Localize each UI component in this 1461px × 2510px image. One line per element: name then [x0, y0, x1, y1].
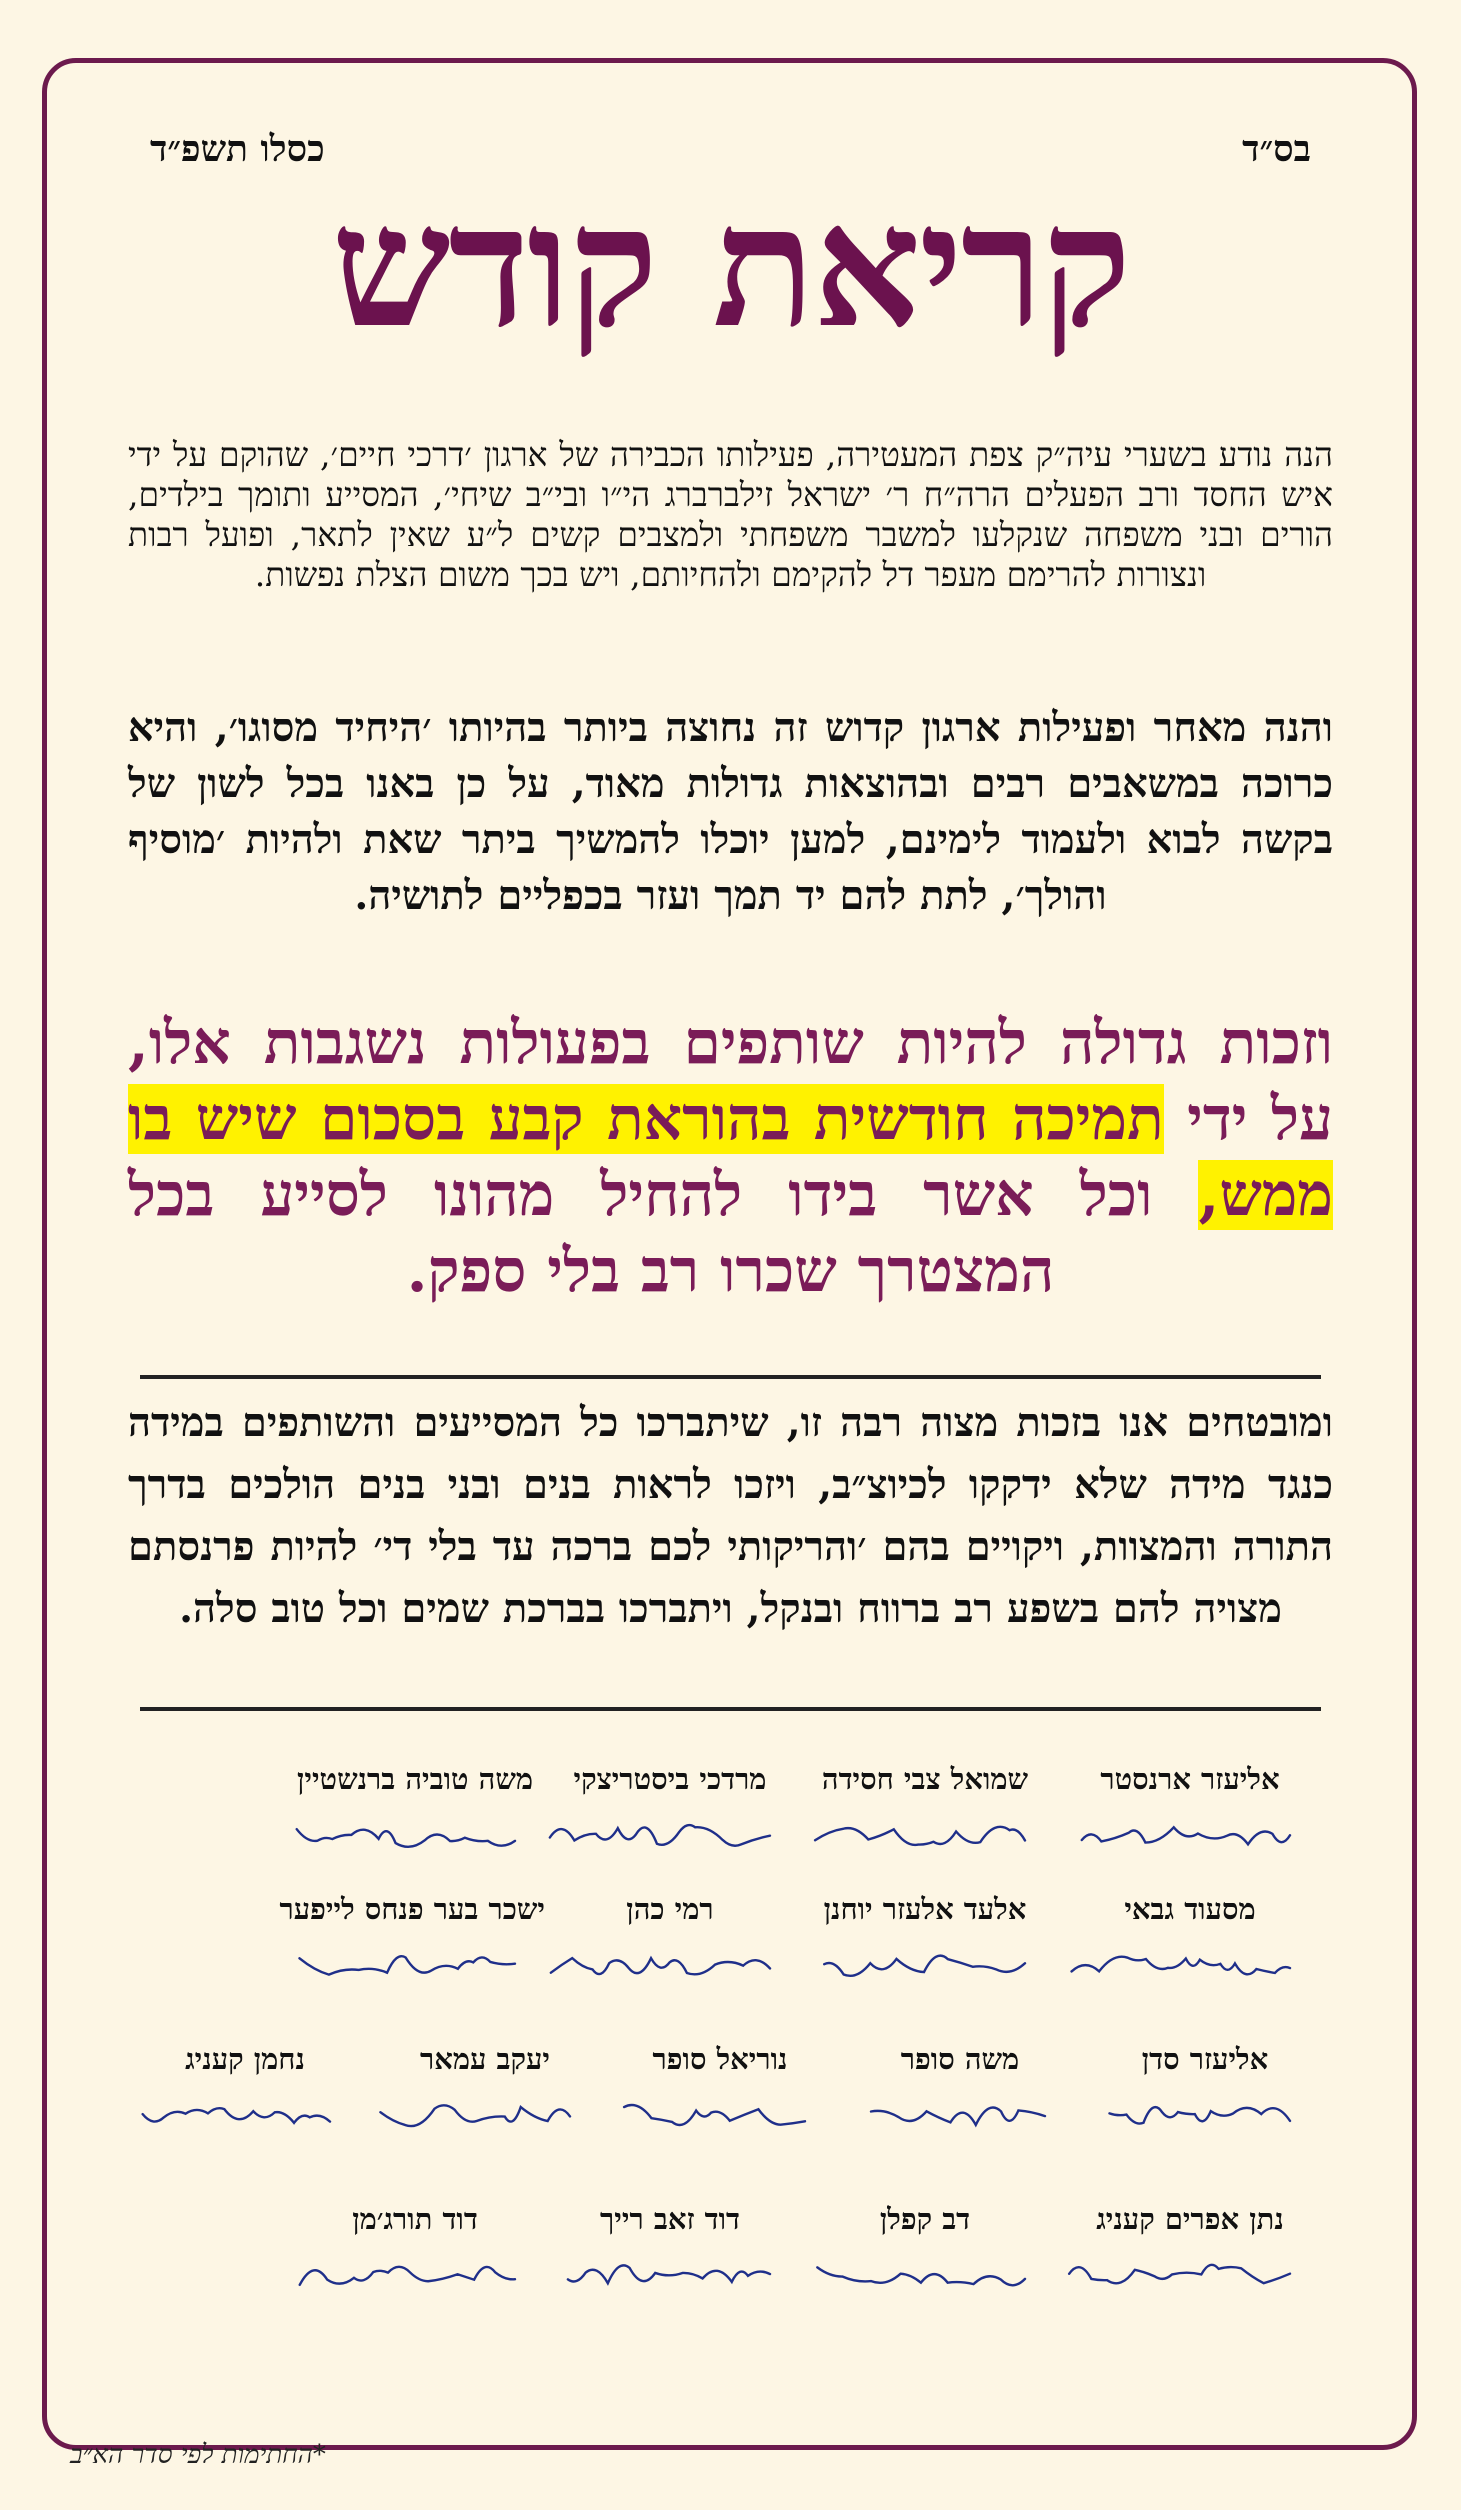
- signatory-name: נתן אפרים קעניג: [1096, 2202, 1284, 2236]
- signatory: [285, 1762, 545, 1881]
- blessing-paragraph: ומובטחים אנו בזכות מצוה רבה זו, שיתברכו כל המסייעים והשותפים במידה כנגד מידה שלא ידקקו לכיוצ״ב, ויזכו לראות בנים ובני בנים הולכים בדרך התורה והמצוות, ויקויים בהם ׳והריקותי לכם ברכה עד בלי די׳ להיות פרנסתם מצויה להם בשפע רב ברווח ובנקל, ויתברכו בברכת שמים וכל טוב סלה.: [128, 1399, 1333, 1632]
- signatures-footnote: *החתימות לפי סדר הא״ב: [70, 2440, 326, 2470]
- signatory-name: מסעוד גבאי: [1124, 1892, 1256, 1926]
- signatory-name: משה טוביה ברנשטיין: [296, 1762, 534, 1796]
- signatory: [795, 2202, 1055, 2321]
- signatory: [1090, 2042, 1320, 2161]
- signatory: [1060, 2202, 1320, 2321]
- signatory: [605, 2042, 835, 2161]
- signatory-name: נוריאל סופר: [652, 2042, 788, 2076]
- handwritten-signature: [285, 1927, 545, 2007]
- divider-top: [140, 1375, 1321, 1379]
- signatory-name: יעקב עמאר: [419, 2042, 551, 2076]
- signatory-name: מרדכי ביסטריצקי: [573, 1762, 767, 1796]
- handwritten-signature: [130, 2077, 360, 2157]
- handwritten-signature: [1060, 1927, 1320, 2007]
- signatory: [285, 2202, 545, 2321]
- handwritten-signature: [285, 1797, 545, 1877]
- signatory: [370, 2042, 600, 2161]
- signatory: [1060, 1892, 1320, 2011]
- handwritten-signature: [285, 2237, 545, 2317]
- handwritten-signature: [795, 1797, 1055, 1877]
- handwritten-signature: [540, 1927, 800, 2007]
- handwritten-signature: [1060, 1797, 1320, 1877]
- signatory-name: רמי כהן: [626, 1892, 714, 1926]
- signatory: [795, 1762, 1055, 1881]
- appeal-paragraph: והנה מאחר ופעילות ארגון קדוש זה נחוצה ביותר בהיותו ׳היחיד מסוגו׳, והיא כרוכה במשאבים רבים ובהוצאות גדולות מאוד, על כן באנו בכל לשון של בקשה לבוא ולעמוד לימינם, למען יוכלו להמשיך ביתר שאת ולהיות ׳מוסיף והולך׳, לתת להם יד תמך ועזר בכפליים לתושיה.: [128, 704, 1333, 919]
- signatory: [795, 1892, 1055, 2011]
- merit-text-start: וזכות גדולה להיות שותפים בפעולות נשגבות אלו, על ידי: [128, 1008, 1333, 1154]
- signatory: [279, 1892, 545, 2011]
- signatory: [540, 2202, 800, 2321]
- handwritten-signature: [795, 2237, 1055, 2317]
- signatory-name: דוד זאב רייך: [600, 2202, 740, 2236]
- signatory: [130, 2042, 360, 2161]
- handwritten-signature: [370, 2077, 600, 2157]
- handwritten-signature: [605, 2077, 835, 2157]
- signatory-name: משה סופר: [900, 2042, 1020, 2076]
- signatory-name: אליעזר ארנסטר: [1100, 1762, 1280, 1796]
- intro-paragraph: הנה נודע בשערי עיה״ק צפת המעטירה, פעילותו הכבירה של ארגון ׳דרכי חיים׳, שהוקם על ידי איש החסד ורב הפעלים הרה״ח ר׳ ישראל זילברברג הי״ו ובי״ב שיחי׳, המסייע ותומך בילדים, הורים ובני משפחה שנקלעו למשבר משפחתי ולמצבים קשים ל״ע שאין לתאר, ופועל רבות ונצורות להרימם מעפר דל להקימם ולהחיותם, ויש בכך משום הצלת נפשות.: [128, 435, 1333, 594]
- signatory-name: ישכר בער פנחס לייפער: [279, 1892, 545, 1926]
- handwritten-signature: [540, 2237, 800, 2317]
- bsd-header: בס״ד: [1242, 128, 1311, 170]
- signatory-name: אליעזר סדן: [1141, 2042, 1269, 2076]
- handwritten-signature: [540, 1797, 800, 1877]
- signatory: [540, 1762, 800, 1881]
- signatory: [540, 1892, 800, 2011]
- signatory: [1060, 1762, 1320, 1881]
- merit-paragraph: [128, 1005, 1333, 1309]
- page-title: קריאת קודש: [331, 167, 1130, 365]
- signatory-name: דוד תורג׳מן: [352, 2202, 478, 2236]
- merit-text-end: וכל אשר בידו להחיל מהונו לסייע בכל המצטרך שכרו רב בלי ספק.: [128, 1160, 1199, 1306]
- handwritten-signature: [1090, 2077, 1320, 2157]
- signatory: [845, 2042, 1075, 2161]
- signatory-name: דב קפלן: [879, 2202, 971, 2236]
- date-header: כסלו תשפ״ד: [150, 128, 325, 170]
- handwritten-signature: [795, 1927, 1055, 2007]
- signatory-name: נחמן קעניג: [185, 2042, 305, 2076]
- merit-highlight: תמיכה חודשית בהוראת קבע בסכום שיש בו ממש,: [128, 1084, 1333, 1230]
- signatory-name: אלעד אלעזר יוחנן: [823, 1892, 1027, 1926]
- handwritten-signature: [1060, 2237, 1320, 2317]
- signatory-name: שמואל צבי חסידה: [821, 1762, 1029, 1796]
- handwritten-signature: [845, 2077, 1075, 2157]
- divider-bottom: [140, 1707, 1321, 1711]
